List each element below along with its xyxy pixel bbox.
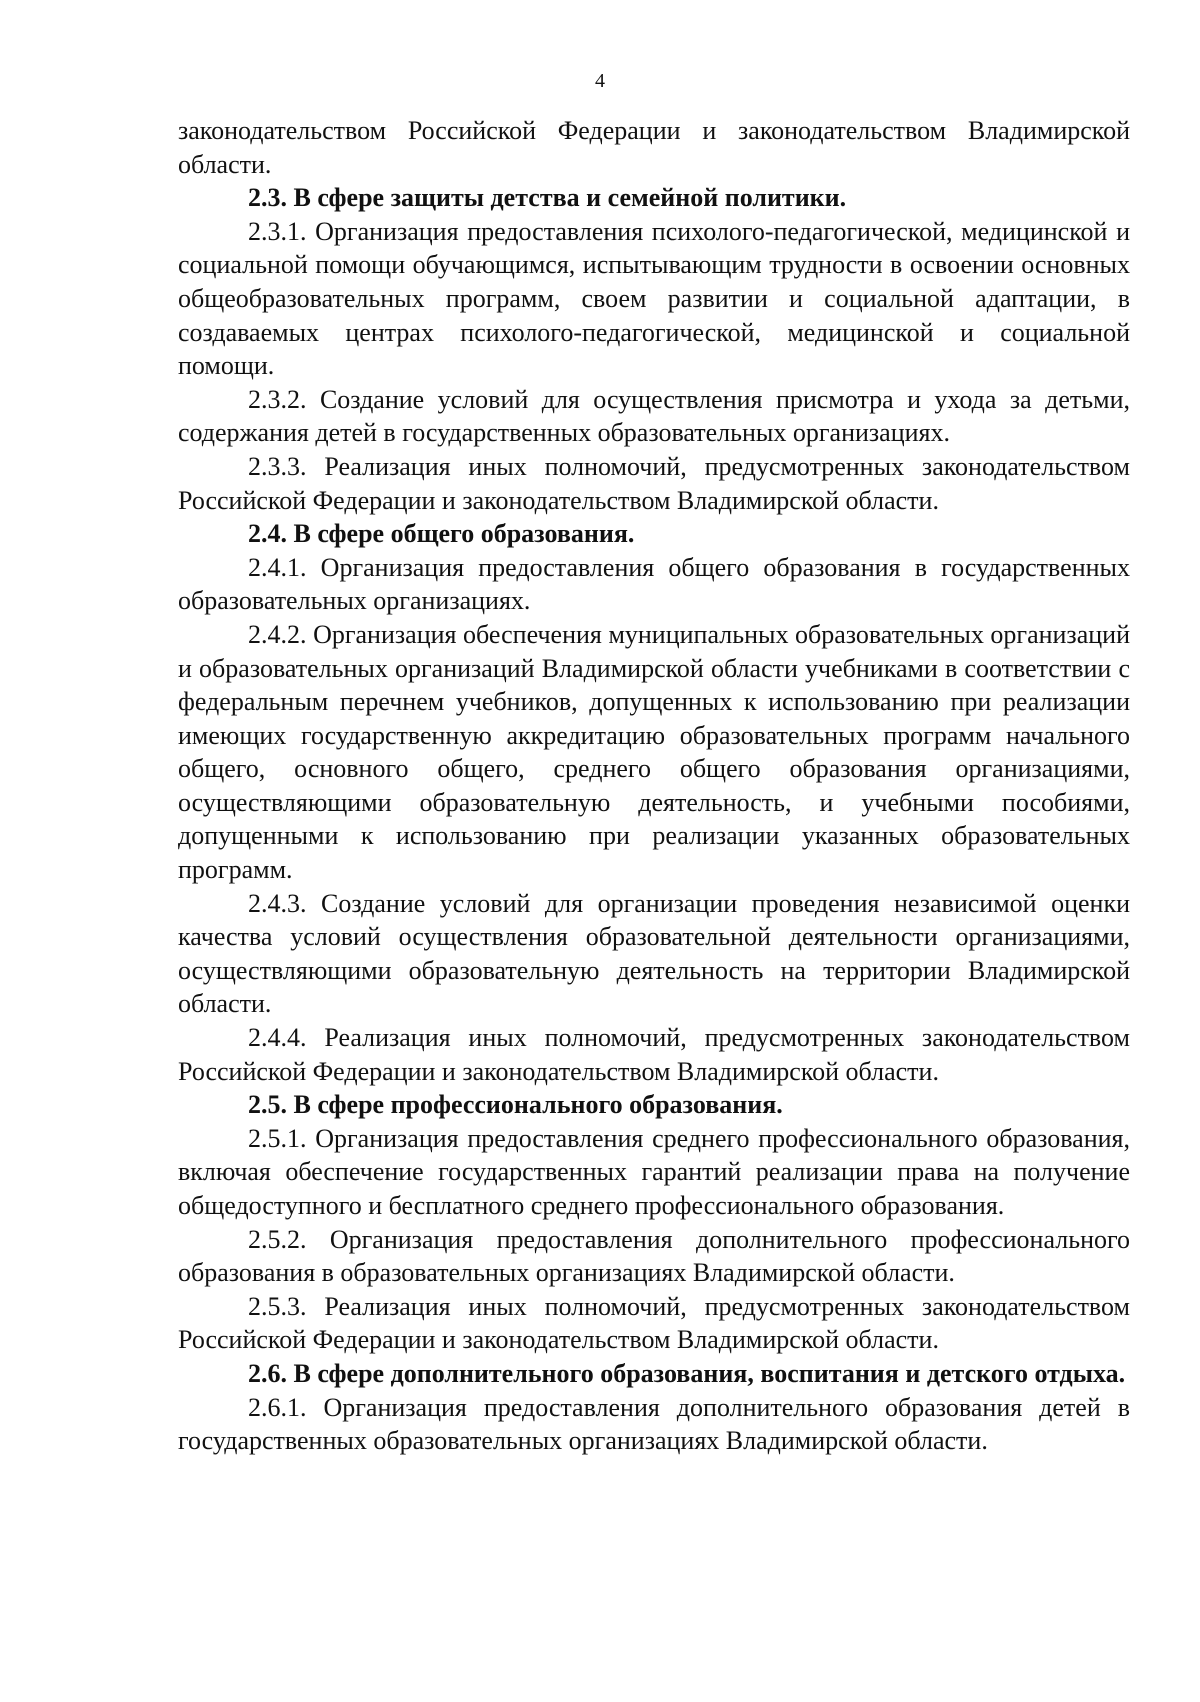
paragraph-2-3-2: 2.3.2. Создание условий для осуществления присмотра и ухода за детьми, содержания детей в государственных образовательных организациях. (178, 384, 1130, 448)
section-heading-2-3: 2.3. В сфере защиты детства и семейной политики. (248, 183, 847, 213)
paragraph-2-4-3: 2.4.3. Создание условий для организации проведения независимой оценки качества условий осуществления образовательной деятельности организациями, осуществляющими образовательную деятельность на территории Владимирской области. (178, 888, 1130, 1019)
paragraph-2-3-3: 2.3.3. Реализация иных полномочий, предусмотренных законодательством Российской Федерации и законодательством Владимирской области. (178, 451, 1130, 515)
section-heading-2-4: 2.4. В сфере общего образования. (248, 519, 635, 549)
paragraph-2-5-2: 2.5.2. Организация предоставления дополнительного профессионального образования в образовательных организациях Владимирской области. (178, 1224, 1130, 1288)
document-body (178, 114, 1130, 1458)
paragraph-2-4-4: 2.4.4. Реализация иных полномочий, предусмотренных законодательством Российской Федерации и законодательством Владимирской области. (178, 1023, 1130, 1086)
section-heading-2-5: 2.5. В сфере профессионального образования. (248, 1090, 783, 1120)
section-heading-2-6: 2.6. В сфере дополнительного образования, воспитания и детского отдыха. (248, 1358, 1126, 1388)
page-number: 4 (595, 70, 605, 92)
paragraph-2-6-1: 2.6.1. Организация предоставления дополнительного образования детей в государственных образовательных организациях Владимирской области. (178, 1392, 1130, 1456)
paragraph-2-5-3: 2.5.3. Реализация иных полномочий, предусмотренных законодательством Российской Федерации и законодательством Владимирской области. (178, 1291, 1130, 1355)
paragraph-2-3-1: 2.3.1. Организация предоставления психолого-педагогической, медицинской и социальной помощи обучающимся, испытывающим трудности в освоении основных общеобразовательных программ, своем развитии и социальной адаптации, в создаваемых центрах психолого-педагогической, медицинской и социальной помощи. (178, 216, 1130, 381)
paragraph-continuation: законодательством Российской Федерации и законодательством Владимирской области. (178, 116, 1130, 179)
paragraph-2-4-2: 2.4.2. Организация обеспечения муниципальных образовательных организаций и образовательных организаций Владимирской области учебниками в соответствии с федеральным перечнем учебников, допущенных к использованию при реализации имеющих государственную аккредитацию образовательных программ начального общего, основного общего, среднего общего образования организациями, осуществляющими образовательную деятельность, и учебными пособиями, допущенными к использованию при реализации указанных образовательных программ. (178, 619, 1130, 885)
paragraph-2-5-1: 2.5.1. Организация предоставления среднего профессионального образования, включая обеспечение государственных гарантий реализации права на получение общедоступного и бесплатного среднего профессионального образования. (178, 1123, 1130, 1220)
paragraph-2-4-1: 2.4.1. Организация предоставления общего образования в государственных образовательных организациях. (178, 552, 1130, 616)
